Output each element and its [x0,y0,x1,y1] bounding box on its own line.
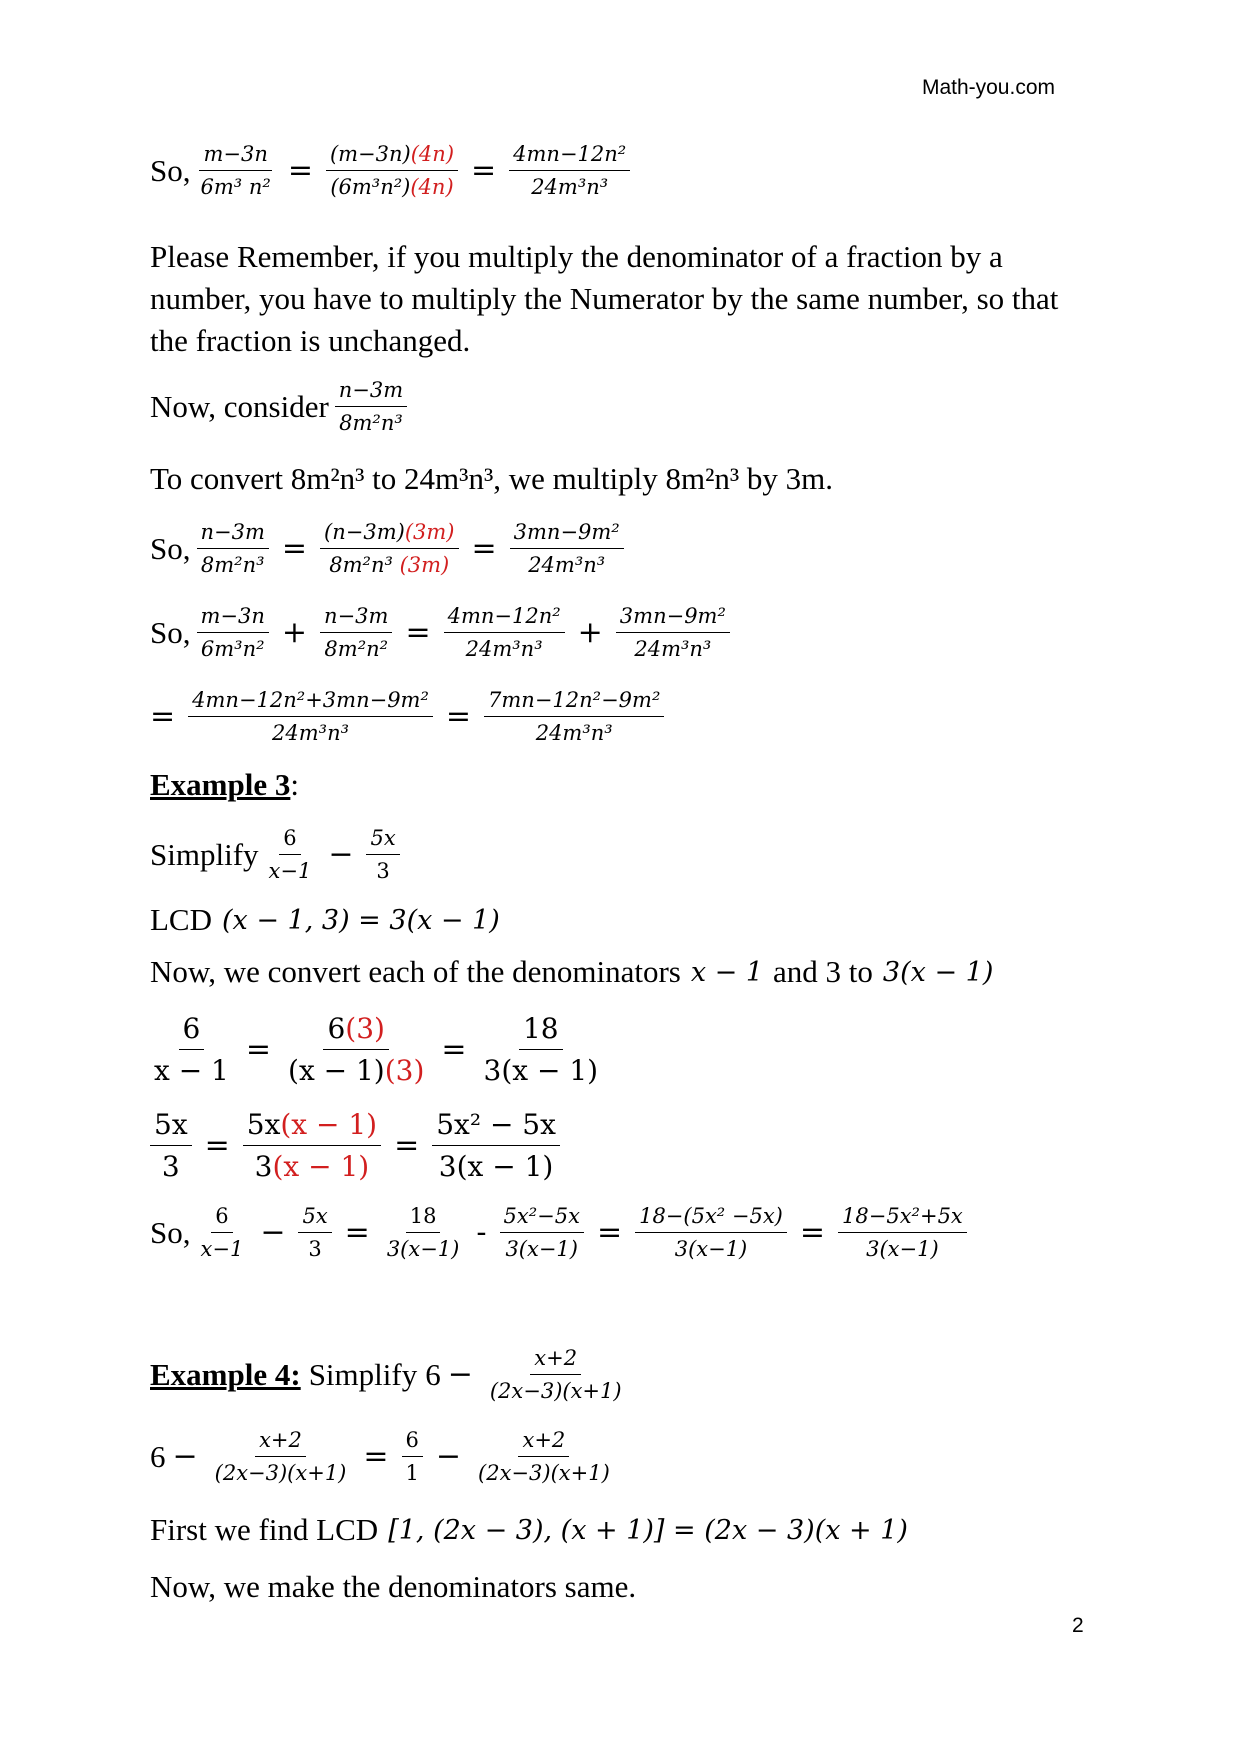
fraction: $\frac{n-3m}{\text{8m²n³}}$ [335,378,407,435]
fraction: $\frac{n-3m}{\text{8m²n³}}$ [197,520,269,577]
consider-line: Now, consider $\frac{n-3m}{\text{8m²n³}}$ [150,378,413,435]
fraction: $\frac{m-3n}{\text{6m³ n²}}$ [200,142,271,199]
ex4-now-text: Now, we make the denominators same. [150,1569,637,1604]
ex4-lcd-line: First we find LCD [1, (2x − 3), (x + 1)] = (2x − 3)(x + 1) [150,1512,908,1547]
remember-paragraph: Please Remember, if you multiply the denominator of a fraction by a number, you have to multiply the Numerator by the same number, so that the fraction is unchanged. [150,239,1059,358]
site-header: Math-you.com [921,76,1055,99]
example-4-title: Example 4: [150,1356,301,1392]
so-label: So, [150,152,191,188]
convert-text: To convert 8m²n³ to 24m³n³, we multiply 8m²n³ by 3m. [150,461,834,496]
ex3-equation-2: $\frac{5x}{3}$ = $\frac{5x(x - 1)}{3(x - 1)}$ = $\frac{\text{5x² − 5x}}{3(x - 1)}$ [150,1108,566,1183]
ex3-lcd-line: LCD (x − 1, 3) = 3(x − 1) [150,902,500,937]
fraction: $\frac{\text{4mn−12n²}}{\text{24m³n³}}$ [509,142,630,199]
example-4-heading-line: Example 4: Simplify 6 − $\frac{x+2}{(2x-3)(x+1)}$ [150,1346,622,1403]
ex3-equation-3: So, $\frac{6}{x-1}$ − $\frac{5x}{3}$ = $\frac{18}{3(x-1)}$ - $\frac{\text{5x²−5x}}{3(x-1)}$ = $\frac{\text{18−(5x² −5x)}}{3(x-1)}$ = $\frac{\text{18−5x²+5x}}{3(x-1)}$ [150,1204,973,1261]
ex3-equation-1: $\frac{6}{x - 1}$ = $\frac{6(3)}{(x - 1)(3)}$ = $\frac{18}{3(x - 1)}$ [154,1012,599,1087]
ex4-equation-1: 6 − $\frac{x+2}{(2x-3)(x+1)}$ = $\frac{6}{1}$ − $\frac{x+2}{(2x-3)(x+1)}$ [150,1428,610,1485]
example-3-heading: Example 3: [150,767,299,802]
fraction: $\frac{(n-3m)(3m)}{\text{8m²n³ (3m)}}$ [320,520,458,577]
equation-line-3: So, $\frac{m-3n}{\text{6m³n²}}$ + $\frac{n-3m}{\text{8m²n²}}$ = $\frac{\text{4mn−12n²}}{\text{24m³n³}}$ + $\frac{\text{3mn−9m²}}{\text{24m³n³}}$ [150,604,736,661]
page-number: 2 [1072,1614,1084,1637]
equation-line-2: So, $\frac{n-3m}{\text{8m²n³}}$ = $\frac{(n-3m)(3m)}{\text{8m²n³ (3m)}}$ = $\frac{\text{3mn−9m²}}{\text{24m³n³}}$ [150,520,630,577]
fraction: $\frac{\text{3mn−9m²}}{\text{24m³n³}}$ [510,520,624,577]
fraction: $\frac{(m-3n)(4n)}{\text{(6m³n²)(4n)}}$ [326,142,458,199]
ex3-simplify-line: Simplify $\frac{6}{x-1}$ − $\frac{5x}{3}$ [150,826,406,883]
ex3-now-line: Now, we convert each of the denominators x − 1 and 3 to 3(x − 1) [150,954,994,989]
equation-line-4: = $\frac{\text{4mn−12n²+3mn−9m²}}{\text{24m³n³}}$ = $\frac{\text{7mn−12n²−9m²}}{\text{24m³n³}}$ [150,688,670,745]
equation-line-1: So, $\frac{m-3n}{\text{6m³ n²}}$ = $\frac{(m-3n)(4n)}{\text{(6m³n²)(4n)}}$ = $\frac{\text{4mn−12n²}}{\text{24m³n³}}$ [150,142,636,199]
